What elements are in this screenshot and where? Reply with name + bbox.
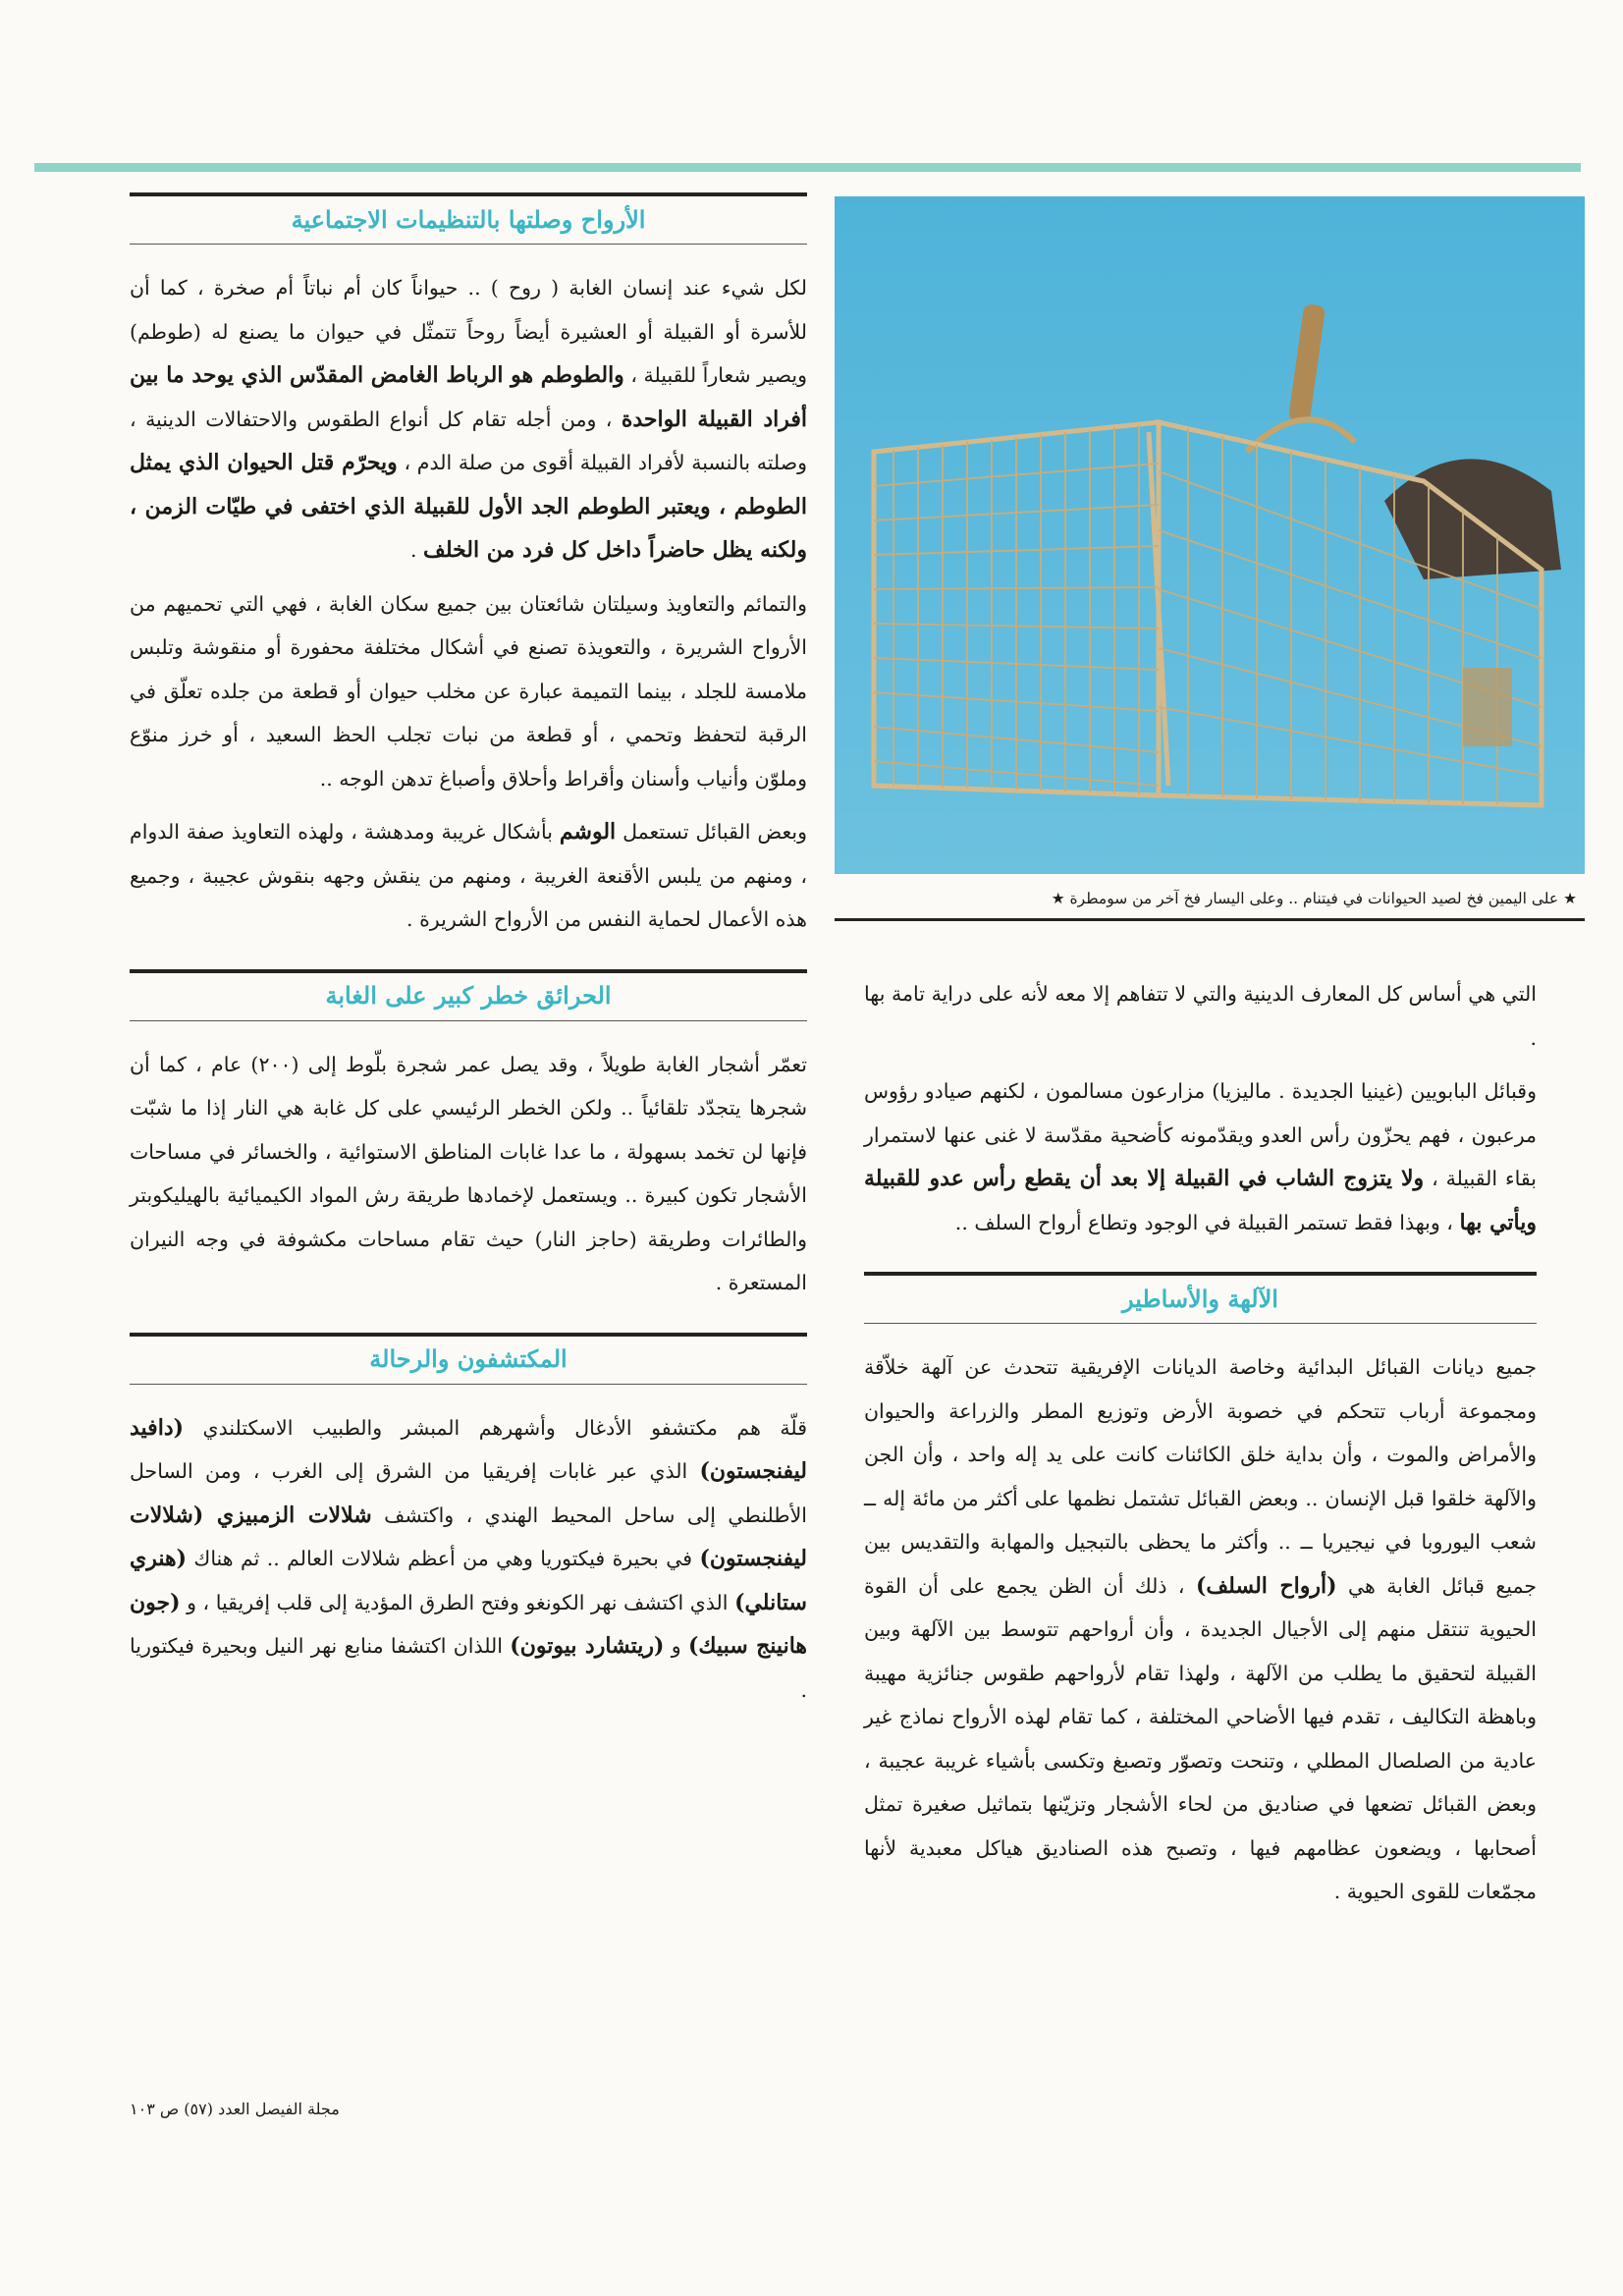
bold-run: ولا يتزوج الشاب في القبيلة إلا بعد أن يقطع رأس عدو للقبيلة ويأتي بها — [864, 1166, 1537, 1235]
paragraph-explorers-1 — [130, 1406, 807, 1713]
text-run: . — [410, 538, 424, 562]
section-heading-explorers: المكتشفون والرحالة — [130, 1333, 807, 1385]
text-run: و — [664, 1634, 688, 1658]
text-run: اللذان اكتشفا منابع نهر النيل وبحيرة فيكتوريا . — [130, 1634, 807, 1702]
paragraph-spirits-1 — [130, 266, 807, 573]
page-footer: مجلة الفيصل العدد (٥٧) ص ١٠٣ — [130, 2100, 340, 2118]
bold-run: (أرواح السلف) — [1195, 1572, 1337, 1599]
bold-run: (دافيد ليفنجستون) — [130, 1414, 807, 1484]
section-heading-spirits: الأرواح وصلتها بالتنظيمات الاجتماعية — [130, 192, 807, 245]
bold-run: (ريتشارد بيوتون) — [510, 1633, 665, 1659]
text-run: في بحيرة فيكتوريا وهي من أعظم شلالات العالم .. ثم هناك — [187, 1547, 700, 1570]
animal-trap-photo — [835, 196, 1585, 874]
paragraph-continued-2 — [864, 1069, 1537, 1244]
text-run: قلّة هم مكتشفو الأدغال وأشهرهم المبشر والطبيب الاسكتلندي — [184, 1415, 807, 1440]
text-run: بأشكال غريبة ومدهشة ، ولهذه التعاويذ صفة الدوام ، ومنهم من يلبس الأقنعة الغريبة ، ومنهم من ينقش وجهه بنقوش عجيبة ، وجميع هذه الأعمال لحماية النفس من الأرواح الشريرة . — [130, 820, 807, 931]
text-run: ، ذلك أن الظن يجمع على أن القوة الحيوية تنتقل منهم إلى الأجيال الجديدة ، وأن أرواحهم تتوسط بين الآلهة وبين القبيلة لتحقيق ما يطلب من الآلهة ، ولهذا تقام لأرواحهم طقوس جنائزية مهيبة وباهظة التكاليف ، تقدم فيها الأضاحي المختلفة ، كما تقام لهذه الأرواح نماذج غير عادية من الصلصال المطلي ، وتنحت وتصوّر وتصبغ وتكسى بأشياء غريبة عجيبة ، وبعض القبائل تضعها في صناديق من لحاء الأشجار وتزيّنها بتماثيل صغيرة تمثل أصحابها ، ويضعون عظامهم فيها ، وتصبح هذه الصناديق هياكل معبدية لأنها مجمّعات للقوى الحيوية . — [864, 1573, 1537, 1903]
text-run: لكل شيء عند إنسان الغابة ( روح ) .. حيواناً كان أم نباتاً أم صخرة ، كما أن للأسرة أو القبيلة أو العشيرة أيضاً روحاً تتمثّل في حيوان ما يصنع له (طوطم) ويصير شعاراً للقبيلة ، — [130, 276, 807, 387]
section-heading-fires: الحرائق خطر كبير على الغابة — [130, 969, 807, 1021]
bold-run: شلالات الزمبيزي (شلالات ليفنجستون) — [130, 1502, 807, 1571]
bold-run: (هنري ستانلي) — [130, 1546, 807, 1615]
photo-caption: ★ على اليمين فخ لصيد الحيوانات في فيتنام .. وعلى اليسار فخ آخر من سومطرة ★ — [835, 876, 1585, 921]
paragraph-spirits-2: والتمائم والتعاويذ وسيلتان شائعتان بين جميع سكان الغابة ، فهي التي تحميهم من الأرواح الشريرة ، والتعويذة تصنع في أشكال مختلفة محفورة أو منقوشة وتلبس ملامسة للجلد ، بينما التميمة عبارة عن مخلب حيوان أو قطعة من جلده تعلّق في الرقبة لتحفظ وتحمي ، أو قطعة من نبات تجلب الحظ السعيد ، أو خرز منوّع وملوّن وأنياب وأسنان وأقراط وأحلاق وأصباغ تدهن الوجه .. — [130, 591, 807, 791]
top-accent-rule — [34, 163, 1581, 172]
paragraph-continued-1: التي هي أساس كل المعارف الدينية والتي لا تتفاهم إلا معه لأنه على دراية تامة بها . — [864, 982, 1537, 1050]
bold-run: والطوطم هو الرباط الغامض المقدّس الذي يوحد ما بين أفراد القبيلة الواحدة — [130, 362, 807, 432]
text-run: الذي اكتشف نهر الكونغو وفتح الطرق المؤدية إلى قلب إفريقيا ، و — [180, 1590, 735, 1614]
paragraph-gods-1 — [864, 1345, 1537, 1914]
bold-run: (جون هانينج سبيك) — [130, 1589, 808, 1659]
text-run: الذي عبر غابات إفريقيا من الشرق إلى الغرب ، ومن الساحل الأطلنطي إلى ساحل المحيط الهندي ، واكتشف — [130, 1459, 807, 1527]
column-right-text — [130, 192, 807, 1722]
trap-illustration — [835, 196, 1585, 874]
text-run: وبعض القبائل تستعمل — [616, 820, 807, 844]
column-left-text — [864, 972, 1537, 1924]
text-run: ، وبهذا فقط تستمر القبيلة في الوجود وتطاع أرواح السلف .. — [954, 1210, 1460, 1234]
paragraph-fires-1: تعمّر أشجار الغابة طويلاً ، وقد يصل عمر شجرة بلّوط إلى (٢٠٠) عام ، كما أن شجرها يتجدّد تلقائياً .. ولكن الخطر الرئيسي على كل غابة هي النار إذا ما شبّت فإنها لن تخمد بسهولة ، ما عدا غابات المناطق الاستوائية ، والخسائر في مساحات الأشجار تكون كبيرة .. ويستعمل لإخمادها طريقة رش المواد الكيميائية بالهيليكوبتر والطائرات وطريقة (حاجز النار) حيث تقام مساحات مكشوفة في وجه النيران المستعرة . — [130, 1052, 807, 1294]
section-heading-gods: الآلهة والأساطير — [864, 1272, 1537, 1324]
paragraph-spirits-3 — [130, 810, 807, 942]
text-run: وقبائل البابويين (غينيا الجديدة . ماليزيا) مزارعون مسالمون ، لكنهم صيادو رؤوس مرعبون ، فهم يحزّون رأس العدو ويقدّمونه كأضحية مقدّسة لا غنى عنها لاستمرار بقاء القبيلة ، — [864, 1079, 1537, 1190]
bold-run: ويحرّم قتل الحيوان الذي يمثل الطوطم ، ويعتبر الطوطم الجد الأول للقبيلة الذي اختفى في طيّات الزمن ، ولكنه يظل حاضراً داخل كل فرد من الخلف — [130, 450, 807, 563]
bold-run: الوشم — [559, 819, 617, 845]
text-run: ، ومن أجله تقام كل أنواع الطقوس والاحتفالات الدينية ، وصلته بالنسبة لأفراد القبيلة أقوى من صلة الدم ، — [130, 407, 807, 474]
text-run: جميع ديانات القبائل البدائية وخاصة الديانات الإفريقية تتحدث عن آلهة خلاّقة ومجموعة أرباب تتحكم في خصوبة الأرض وتوزيع المطر والزراعة والحيوان والأمراض والموت ، وأن بداية خلق الكائنات كانت على يد إله واحد ، وأن الجن والآلهة خلقوا قبل الإنسان .. وبعض القبائل تشتمل نظمها على أكثر من مائة إله ــ شعب اليوروبا في نيجيريا ــ .. وأكثر ما يحظى بالتبجيل والمهابة والتقديس بين جميع قبائل الغابة هي — [864, 1355, 1537, 1598]
